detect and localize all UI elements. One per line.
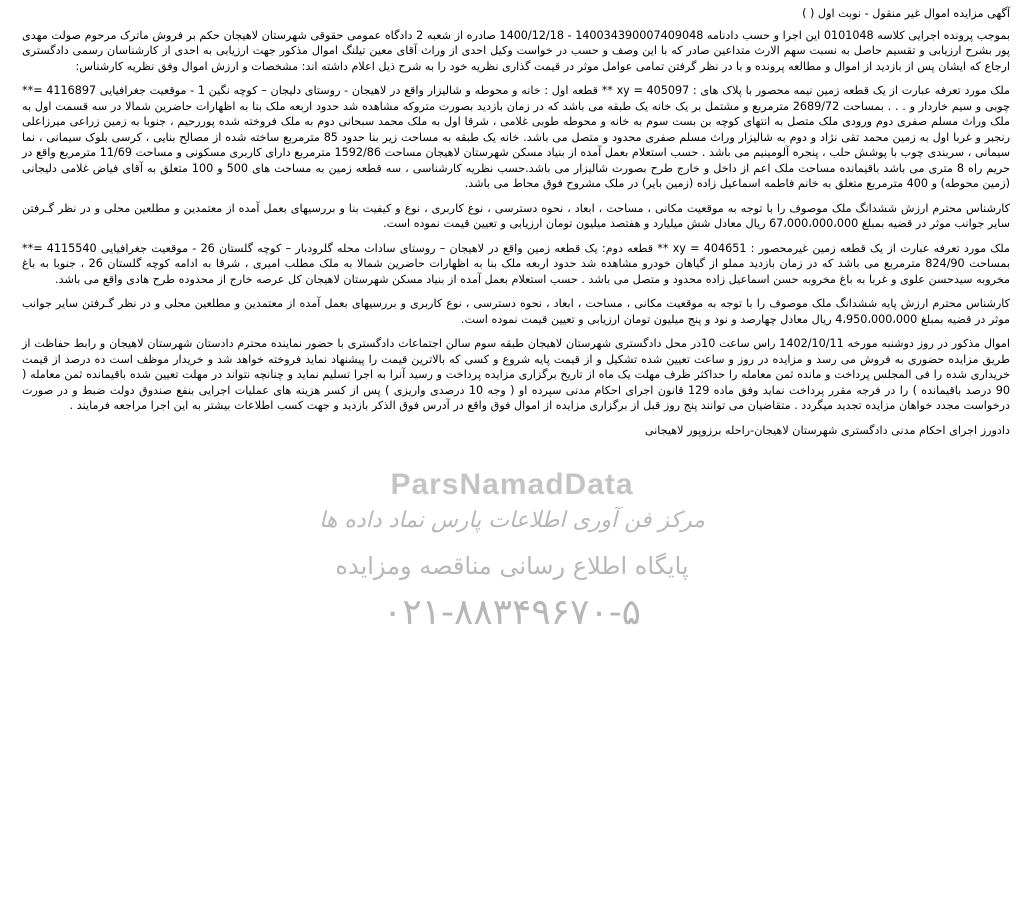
paragraph-property-1-valuation: کارشناس محترم ارزش ششدانگ ملک موصوف را با توجه به موقعیت مکانی ، مساحت ، ابعاد ، نحوه دسترسی ، نوع کاربری ، نوع و کیفیت بنا و بررسیهای بعمل آمده از معتمدین و مطلعین محلی و در نظر گـرفتن سایر جوانب موثر در قضیه بمبلغ 67،000،000،000 ریال معادل شش میلیارد و هفتصد میلیون تومان ارزیابی و تعیین قیمت نموده است. [22,201,1010,230]
paragraph-property-1-description: ملک مورد تعرفه عبارت از یک قطعه زمین نیمه محصور با پلاک های : xy = 405097 ** قطعه اول : خانه و محوطه و شالیزار واقع در لاهیجان - روستای دلیجان – کوچه نگین 1 - موقعیت جغرافیایی 4116897 =** چوبی و سیم خاردار و . . . بمساحت 2689/72 مترمربع و مشتمل بر یک خانه یک طبقه می باشد که در زمان بازدید بصورت متروکه مشاهده شد حدود اربعه ملک بنا به اظهارات حاضرین شمالا در سه قسمت اول به ملک وراث مسلم صفری دوم ورودی ملک متصل به انتهای کوچه بن بست سوم به خانه و محوطه طوبی غلامی ، شرقا اول به ملک محمد سبحانی دوم به ملک فروخته شده پوررحیم ، جنوبا به زمین زراعی میرزاعلی رنجبر و غربا اول به زمین محمد تقی نژاد و دوم به شالیزار وراث مسلم صفری محدود و متصل می باشد. خانه یک طبقه به مساحت زیر بنا حدود 85 مترمربع ساخته شده از مصالح بنایی ، کرسی بلوک سیمانی ، نما سیمانی ، سربندی چوب با پوشش حلب ، پنجره آلومینیم می باشد . حسب استعلام بعمل آمده از بنیاد مسکن شهرستان لاهیجان مساحت 1592/86 مترمربع دارای کاربری مسکونی و مساحت 11/69 مترمربع واقع در حریم راه 8 متری می باشد باقیمانده مساحت ملک اعم از داخل و خارج طرح بصورت شالیزار می باشد.حسب نظریه کارشناسی ، سه قطعه زمین به مساحت های 500 و 100 متعلق به آقای فیاض غلامی دلیجانی (زمین محوطه) و 400 مترمربع متعلق به خانم فاطمه اسماعیل زاده (زمین بایر) در ملک مشروح فوق محاط می باشد. [22,84,1011,190]
paragraph-property-2-description: ملک مورد تعرفه عبارت از یک قطعه زمین غیرمحصور : xy = 404651 ** قطعه دوم: یک قطعه زمین واقع در لاهیجان – روستای سادات محله گلرودبار – کوچه گلستان 26 - موقعیت جغرافیایی 4115540 =** بمساحت 824/90 مترمربع می باشد که در زمان بازدید مملو از گیاهان خودرو مشاهده شد حدود اربعه ملک بنا به اظهارات حاضرین شمالا به ملک مطلب امیری ، شرقا به ادامه کوچه گلستان 26 ، جنوبا به باغ مخروبه سیدحسن علوی و غربا به باغ مخروبه حسن اسماعیل زاده محدود و متصل می باشد . حسب استعلام بعمل آمده از بنیاد مسکن شهرستان لاهیجان کل عرصه خارج از محدوده طرح هادی واقع می باشد. [22,241,1011,286]
watermark-phone: ۰۲۱-۸۸۳۴۹۶۷۰-۵ [382,592,641,633]
watermark-brand: ParsNamadData [390,468,634,501]
paragraph-auction-terms: اموال مذکور در روز دوشنبه مورخه 1402/10/11 راس ساعت 10در محل دادگستری شهرستان لاهیجان طبقه سوم سالن اجتماعات دادگستری با حضور نماینده محترم دادستان شهرستان لاهیجان و رابط حفاظت از طریق مزایده حضوری به فروش می رسد و مزایده در روز و ساعت تعیین شده تشکیل و از قیمت پایه شروع و کسی که بالاترین قیمت را پیشنهاد نماید فروخته خواهد شد و خریدار موظف است ده درصد از قیمت خریداری شده را فی المجلس پرداخت و مانده ثمن معامله را حداکثر ظرف مهلت یک ماه از تاریخ برگزاری مزایده پرداخت و رسید آنرا به اجرا تسلیم نماید و چنانچه نتواند در مهلت تعیین شده باقیمانده ثمن معامله ( 90 درصد باقیمانده ) را در فرجه مقرر پرداخت نماید وفق ماده 129 قانون اجرای احکام مدنی سپرده او ( وجه 10 درصدی واریزی ) پس از کسر هزینه های عملیات اجرایی بنفع صندوق دولت ضبط و در صورت درخواست مجدد خواهان مزایده تجدید میگردد . متقاضیان می توانند پنج روز قبل از برگزاری مزایده از اموال فوق واقع در آدرس فوق الذکر بازدید و جهت کسب اطلاعات بیشتر به این اجرا مراجعه فرمایند . [22,337,1011,412]
signature: دادورز اجرای احکام مدنی دادگستری شهرستان لاهیجان-راحله برزوپور لاهیجانی [644,423,1010,437]
notice-title: آگهی مزایده اموال غیر منقول - نوبت اول ( ) [802,7,1010,20]
watermark-line-2: پایگاه اطلاع رسانی مناقصه ومزایده [335,552,689,580]
watermark-line-1: مرکز فن آوری اطلاعات پارس نماد داده ها [319,508,705,533]
paragraph-property-2-valuation: کارشناس محترم ارزش پایه ششدانگ ملک موصوف را با توجه به موقعیت مکانی ، مساحت ، ابعاد ، نحوه دسترسی ، نوع کاربری و بررسیهای بعمل آمده از معتمدین و مطلعین محلی و در نظر گـرفتن سایر جوانب موثر در قضیه بمبلغ 4،950،000،000 ریال معادل چهارصد و نود و پنج میلیون تومان ارزیابی و تعیین قیمت نموده است. [22,297,1010,326]
notice-document [22,6,1010,447]
paragraph-intro: بموجب پرونده اجرایی کلاسه 0101048 این اجرا و حسب دادنامه 140034390007409048 - 1400/12/18 صادره از شعبه 2 دادگاه عمومی حقوقی شهرستان لاهیجان حکم بر فروش ماترک مرحوم صولت مهدی پور بشرح ارزیابی و تقسیم حاصل به نسبت سهم الارث متداعین صادر که با این وصف و حسب در خواست وکیل احدی از وراث آقای معین تیلنگ اموال مذکور جهت ارزیابی به احدی از کارشناسان رسمی دادگستری ارجاع که ایشان پس از بازدید از اموال و مطالعه پرونده و با در نظر گرفتن تمامی عوامل موثر در قیمت گذاری نظریه خود را به شرح ذیل اعلام داشته اند: مشخصات و ارزش اموال وفق نظریه کارشناس: [22,28,1010,73]
